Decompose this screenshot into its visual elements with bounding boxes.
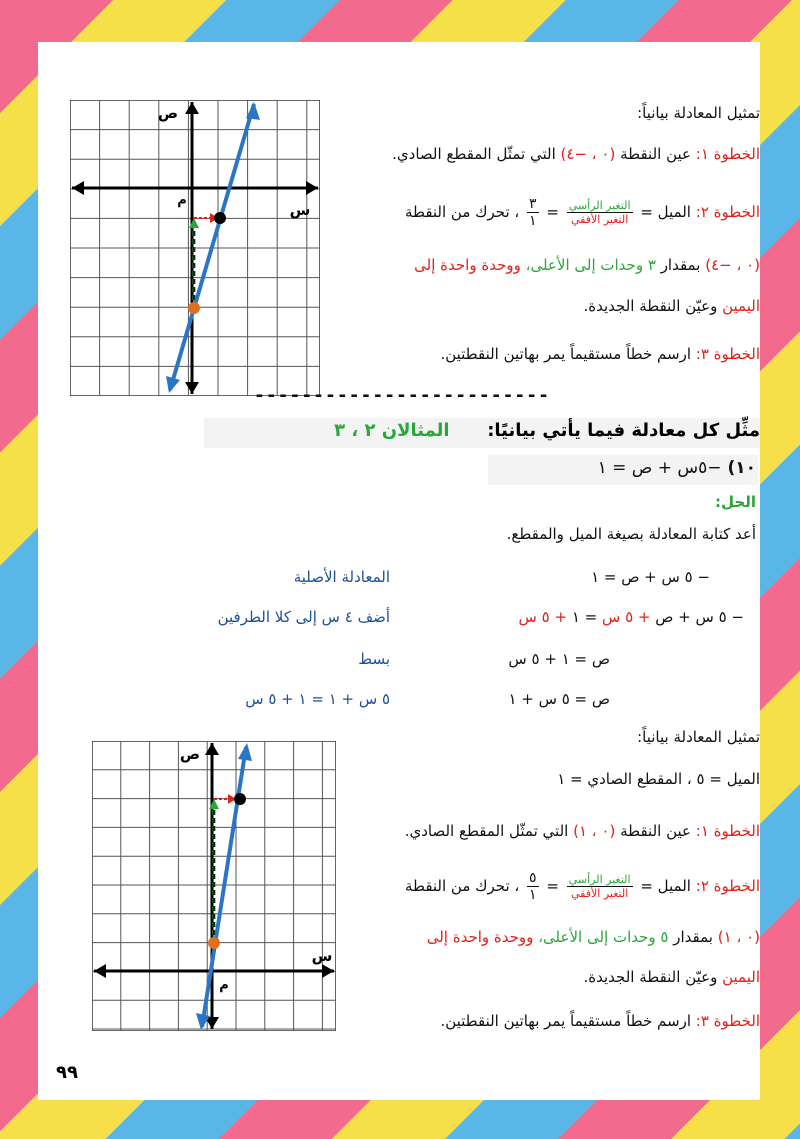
part2-step1-a: عين النقطة [620,822,691,840]
divider: ------------------------- [254,385,550,406]
part1-step2-point: (٠ ، −٤) [705,256,760,274]
part1-frac2-den: ١ [529,213,537,229]
part1-step2-b: ، تحرك من النقطة [404,203,520,221]
part2-intro: تمثيل المعادلة بيانياً: [637,728,760,746]
part1-step1-label: الخطوة ١: [695,145,760,163]
part1-step2-label: الخطوة ٢: [695,203,760,221]
part1-step3-text: ارسم خطاً مستقيماً يمر بهاتين النقطتين. [440,345,691,363]
part2-frac-num: التغير الرأسي [568,873,631,886]
work-eq-2-c: = ١ [567,608,602,626]
part2-frac2-den: ١ [529,887,537,903]
graph-2 [92,741,336,1031]
part2-step2-g: وعيّن النقطة الجديدة. [583,968,718,986]
part1-slope-fraction [567,199,633,226]
part1-step2-d: ٣ وحدات إلى الأعلى، [525,256,656,274]
part2-step3-text: ارسم خطاً مستقيماً يمر بهاتين النقطتين. [440,1012,691,1030]
graph-2-x-label: س [311,947,333,965]
part2-step2-c: بمقدار [673,928,713,946]
part1-frac2-num: ٣ [529,196,537,212]
solution-rewrite: أعد كتابة المعادلة بصيغة الميل والمقطع. [506,525,756,543]
part2-step2-b: ، تحرك من النقطة [404,877,520,895]
work-note-4: ٥ س + ١ = ١ + ٥ س [245,690,390,708]
part1-step1-a: عين النقطة [620,145,691,163]
part1-step2 [405,196,760,229]
part1-step2-a: الميل = [640,203,691,221]
example-heading [334,420,760,441]
graph-1 [70,100,320,396]
part1-step2-cont2 [583,297,760,315]
part2-step3 [440,1012,760,1030]
page-number: ٩٩ [56,1062,78,1083]
example-title: مثِّل كل معادلة فيما يأتي بيانيًا: [487,420,760,441]
part1-frac-den: التغير الأفقي [571,213,629,226]
part1-step1-b: التي تمثّل المقطع الصادي. [392,145,556,163]
part2-step2 [405,870,760,903]
work-note-2: أضف ٤ س إلى كلا الطرفين [217,608,390,626]
part2-step2-a: الميل = [640,877,691,895]
work-eq-2 [519,608,744,626]
graph-2-origin-label: م [219,978,229,993]
part2-frac-den: التغير الأفقي [571,887,629,900]
part2-step2-cont [427,928,760,946]
part2-step2-e: ووحدة واحدة إلى [426,928,534,946]
part2-slope-fraction [567,873,633,900]
part1-step2-cont [414,256,760,274]
part2-frac2-num: ٥ [529,870,537,886]
part1-step1 [392,145,760,163]
solution-label: الحل: [715,493,756,511]
part2-slope-line: الميل = ٥ ، المقطع الصادي = ١ [557,770,760,788]
part1-frac-num: التغير الرأسي [568,199,631,212]
part2-step2-label: الخطوة ٢: [695,877,760,895]
work-eq-2-b: + ٥ س [602,608,651,626]
part2-eq: = [546,877,559,895]
graph-1-y-label: ص [157,104,178,122]
work-eq-3: ص = ١ + ٥ س [508,650,610,668]
part2-step1-b: التي تمثّل المقطع الصادي. [404,822,569,840]
problem [598,458,756,478]
part2-step1-point: (٠ ، ١) [573,822,616,840]
part2-step2-cont2 [583,968,760,986]
part1-step1-point: (٠ ، −٤) [560,145,616,163]
part1-step3-label: الخطوة ٣: [695,345,760,363]
part1-step2-e: ووحدة واحدة إلى [414,256,521,274]
graph-1-origin-label: م [177,193,187,208]
graph-1-x-label: س [289,201,311,219]
work-eq-1: − ٥ س + ص = ١ [591,568,710,586]
work-eq-2-a: − ٥ س + ص [650,608,744,626]
graph-2-y-label: ص [179,745,200,763]
part2-step2-f: اليمين [722,968,760,986]
problem-equation: −٥س + ص = ١ [597,458,722,478]
part2-step2-d: ٥ وحدات إلى الأعلى، [538,928,669,946]
problem-number: ١٠) [727,458,756,478]
part2-step3-label: الخطوة ٣: [695,1012,760,1030]
part2-slope-value [527,870,539,903]
work-eq-2-d: + ٥ س [518,608,568,626]
part2-step1 [405,822,760,840]
work-note-3: بسط [358,650,390,668]
part1-step2-f: اليمين [722,297,760,315]
part1-slope-value [527,196,539,229]
part1-step2-c: بمقدار [660,256,701,274]
example-label: المثالان ٢ ، ٣ [334,420,450,441]
part1-step3 [440,345,760,363]
part2-step2-point: (٠ ، ١) [717,928,760,946]
part2-step1-label: الخطوة ١: [695,822,760,840]
part1-eq: = [546,203,559,221]
part1-step2-g: وعيّن النقطة الجديدة. [583,297,718,315]
work-eq-4: ص = ٥ س + ١ [508,690,610,708]
part1-intro: تمثيل المعادلة بيانياً: [637,104,760,122]
work-note-1: المعادلة الأصلية [293,568,390,586]
